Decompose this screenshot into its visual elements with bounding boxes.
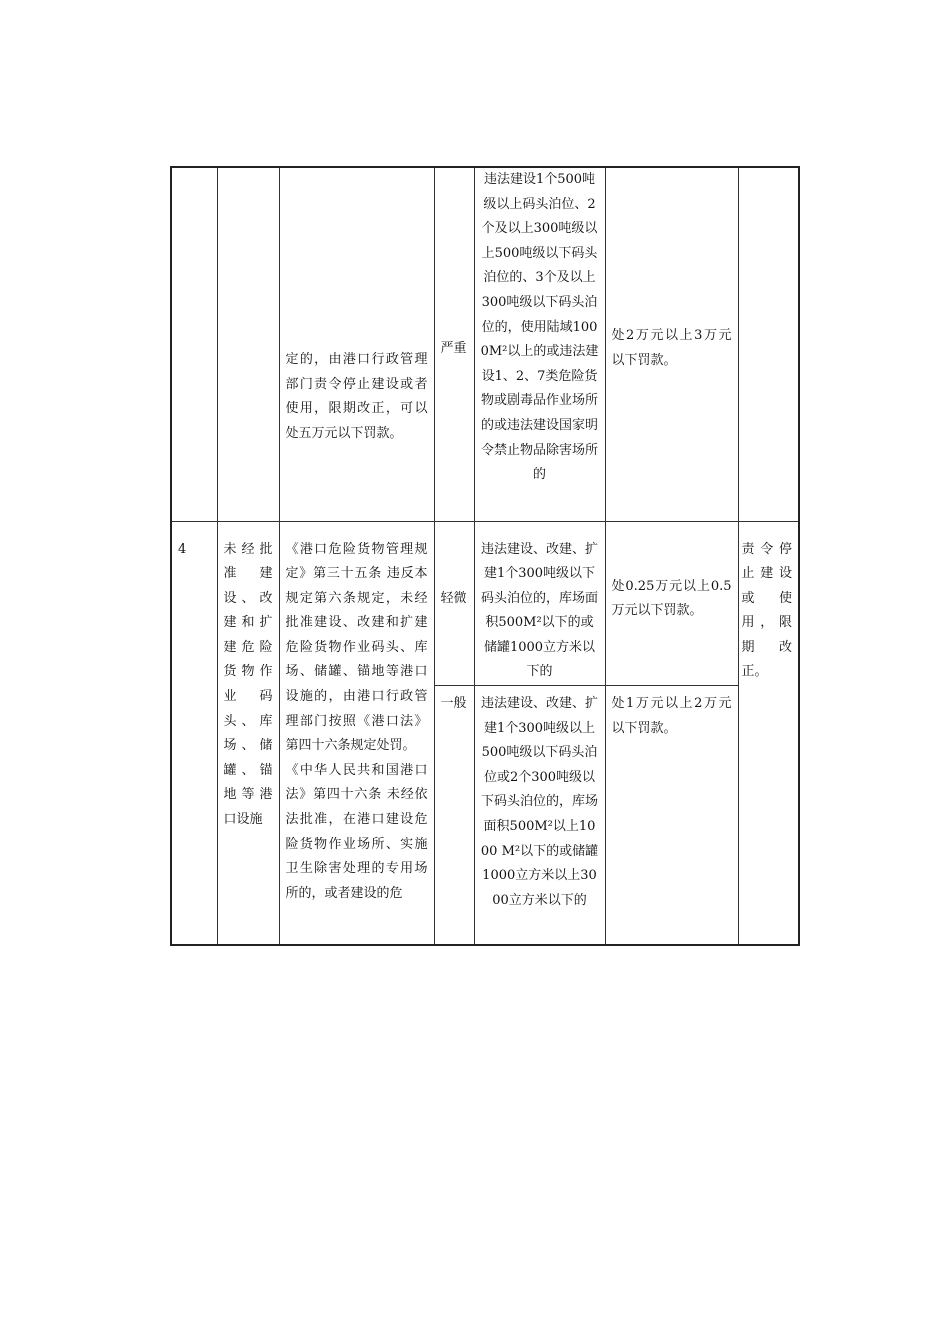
severity-cell <box>434 521 474 686</box>
penalty-standards-table <box>170 166 800 946</box>
legal-basis-cell <box>279 167 434 521</box>
violation-item-cell <box>217 167 279 521</box>
measure-cell <box>738 167 799 521</box>
row-number-cell <box>171 167 217 521</box>
severity-cell: 一般 <box>434 686 474 945</box>
legal-basis-paragraph: 《港口危险货物管理规定》第三十五条 违反本规定第六条规定，未经批准建设、改建和扩建危险货物作业码头、库场、储罐、锚地等港口设施的，由港口行政管理部门按照《港口法》第四十六条规定处罚。 <box>285 541 428 754</box>
fine-text: 处0.25万元以上0.5万元以下罚款。 <box>611 578 732 619</box>
violation-item-cell: 未经批准建设、改建和扩建危险货物作业码头、库场、储罐、锚地等港口设施 <box>217 521 279 945</box>
legal-basis-cell <box>279 521 434 945</box>
fine-cell <box>605 167 738 521</box>
severity-label: 轻微 <box>440 590 467 606</box>
circumstance-cell <box>474 167 605 521</box>
fine-cell: 处1万元以上2万元以下罚款。 <box>605 686 738 945</box>
row-number-cell: 4 <box>171 521 217 945</box>
legal-basis-paragraph: 《中华人民共和国港口法》第四十六条 未经依法批准，在港口建设危险货物作业场所、实施卫生除害处理的专用场所的，或者建设的危 <box>285 762 428 901</box>
circumstance-text: 违法建设、改建、扩建1个300吨级以下码头泊位的，库场面积500M²以下的或储罐1000立方米以下的 <box>480 541 598 680</box>
circumstance-cell <box>474 521 605 686</box>
fine-text: 处2万元以上3万元以下罚款。 <box>611 328 732 368</box>
circumstance-text: 违法建设、改建、扩建1个300吨级以上500吨级以下码头泊位或2个300吨级以下码头泊位的，库场面积500M²以上1000 M²以下的或储罐1000立方米以上3000立方米以下的 <box>480 696 599 908</box>
severity-cell <box>434 167 474 521</box>
table-row <box>171 521 799 686</box>
circumstance-cell <box>474 686 605 945</box>
severity-label: 严重 <box>440 341 467 356</box>
table-row <box>171 167 799 521</box>
circumstance-text: 违法建设1个500吨级以上码头泊位、2个及以上300吨级以上500吨级以下码头泊位的、3个及以上300吨级以下码头泊位的，使用陆域1000M²以上的或违法建设1、2、7类危险货物或剧毒品作业场所的或违法建设国家明令禁止物品除害场所的 <box>480 172 599 483</box>
measure-cell: 责令停止建设或使用，限期改正。 <box>738 521 799 945</box>
fine-cell <box>605 521 738 686</box>
legal-basis-text: 定的，由港口行政管理部门责令停止建设或者使用，限期改正，可以处五万元以下罚款。 <box>285 352 428 441</box>
